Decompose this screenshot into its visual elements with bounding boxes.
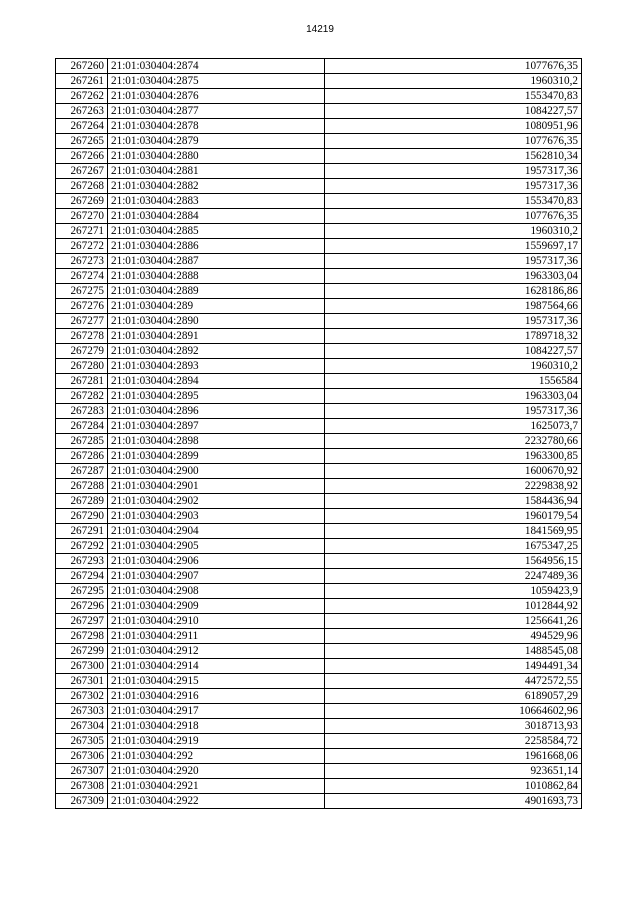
cadastral-number-cell: 21:01:030404:2908 <box>108 584 325 599</box>
table-row <box>56 554 582 569</box>
cadastral-value-cell: 6189057,29 <box>325 689 582 704</box>
row-number-cell: 267278 <box>56 329 108 344</box>
table-row <box>56 644 582 659</box>
cadastral-value-cell: 1562810,34 <box>325 149 582 164</box>
cadastral-value-cell: 1628186,86 <box>325 284 582 299</box>
row-number-cell: 267271 <box>56 224 108 239</box>
cadastral-number-cell: 21:01:030404:289 <box>108 299 325 314</box>
table-row <box>56 404 582 419</box>
table-row <box>56 479 582 494</box>
table-row <box>56 704 582 719</box>
table-row <box>56 149 582 164</box>
cadastral-value-cell: 1960310,2 <box>325 359 582 374</box>
row-number-cell: 267270 <box>56 209 108 224</box>
cadastral-number-cell: 21:01:030404:2892 <box>108 344 325 359</box>
table-row <box>56 104 582 119</box>
table-row <box>56 269 582 284</box>
cadastral-number-cell: 21:01:030404:2874 <box>108 59 325 74</box>
row-number-cell: 267288 <box>56 479 108 494</box>
cadastral-value-cell: 1494491,34 <box>325 659 582 674</box>
page-number: 14219 <box>306 24 334 35</box>
cadastral-value-cell: 1600670,92 <box>325 464 582 479</box>
table-row <box>56 494 582 509</box>
cadastral-value-cell: 1059423,9 <box>325 584 582 599</box>
cadastral-number-cell: 21:01:030404:2920 <box>108 764 325 779</box>
cadastral-number-cell: 21:01:030404:2910 <box>108 614 325 629</box>
cadastral-number-cell: 21:01:030404:2882 <box>108 179 325 194</box>
row-number-cell: 267282 <box>56 389 108 404</box>
cadastral-number-cell: 21:01:030404:2918 <box>108 719 325 734</box>
row-number-cell: 267299 <box>56 644 108 659</box>
table-row <box>56 179 582 194</box>
cadastral-number-cell: 21:01:030404:2914 <box>108 659 325 674</box>
table-row <box>56 749 582 764</box>
table-row <box>56 344 582 359</box>
cadastral-value-cell: 10664602,96 <box>325 704 582 719</box>
cadastral-value-cell: 1584436,94 <box>325 494 582 509</box>
row-number-cell: 267287 <box>56 464 108 479</box>
cadastral-value-cell: 1963303,04 <box>325 389 582 404</box>
cadastral-value-cell: 2258584,72 <box>325 734 582 749</box>
cadastral-value-cell: 3018713,93 <box>325 719 582 734</box>
cadastral-value-cell: 1987564,66 <box>325 299 582 314</box>
cadastral-value-cell: 1080951,96 <box>325 119 582 134</box>
row-number-cell: 267292 <box>56 539 108 554</box>
table-row <box>56 389 582 404</box>
row-number-cell: 267298 <box>56 629 108 644</box>
cadastral-value-cell: 2247489,36 <box>325 569 582 584</box>
cadastral-number-cell: 21:01:030404:2901 <box>108 479 325 494</box>
row-number-cell: 267274 <box>56 269 108 284</box>
cadastral-value-cell: 1556584 <box>325 374 582 389</box>
row-number-cell: 267306 <box>56 749 108 764</box>
table-row <box>56 329 582 344</box>
cadastral-number-cell: 21:01:030404:2898 <box>108 434 325 449</box>
cadastral-value-cell: 1957317,36 <box>325 404 582 419</box>
row-number-cell: 267266 <box>56 149 108 164</box>
table-row <box>56 539 582 554</box>
row-number-cell: 267277 <box>56 314 108 329</box>
row-number-cell: 267280 <box>56 359 108 374</box>
row-number-cell: 267289 <box>56 494 108 509</box>
row-number-cell: 267301 <box>56 674 108 689</box>
cadastral-number-cell: 21:01:030404:2880 <box>108 149 325 164</box>
registry-table <box>55 58 582 809</box>
row-number-cell: 267281 <box>56 374 108 389</box>
cadastral-number-cell: 21:01:030404:2894 <box>108 374 325 389</box>
row-number-cell: 267265 <box>56 134 108 149</box>
cadastral-number-cell: 21:01:030404:2916 <box>108 689 325 704</box>
row-number-cell: 267279 <box>56 344 108 359</box>
row-number-cell: 267303 <box>56 704 108 719</box>
row-number-cell: 267284 <box>56 419 108 434</box>
cadastral-number-cell: 21:01:030404:2891 <box>108 329 325 344</box>
cadastral-value-cell: 923651,14 <box>325 764 582 779</box>
table-row <box>56 89 582 104</box>
row-number-cell: 267264 <box>56 119 108 134</box>
table-row <box>56 314 582 329</box>
row-number-cell: 267291 <box>56 524 108 539</box>
cadastral-number-cell: 21:01:030404:2893 <box>108 359 325 374</box>
cadastral-value-cell: 1010862,84 <box>325 779 582 794</box>
cadastral-number-cell: 21:01:030404:2911 <box>108 629 325 644</box>
cadastral-value-cell: 1012844,92 <box>325 599 582 614</box>
table-row <box>56 569 582 584</box>
row-number-cell: 267260 <box>56 59 108 74</box>
cadastral-value-cell: 2229838,92 <box>325 479 582 494</box>
cadastral-number-cell: 21:01:030404:2895 <box>108 389 325 404</box>
table-row <box>56 734 582 749</box>
table-row <box>56 689 582 704</box>
cadastral-value-cell: 2232780,66 <box>325 434 582 449</box>
cadastral-number-cell: 21:01:030404:2896 <box>108 404 325 419</box>
cadastral-number-cell: 21:01:030404:2907 <box>108 569 325 584</box>
cadastral-number-cell: 21:01:030404:2922 <box>108 794 325 809</box>
cadastral-number-cell: 21:01:030404:2900 <box>108 464 325 479</box>
cadastral-number-cell: 21:01:030404:2876 <box>108 89 325 104</box>
cadastral-number-cell: 21:01:030404:2917 <box>108 704 325 719</box>
row-number-cell: 267307 <box>56 764 108 779</box>
row-number-cell: 267262 <box>56 89 108 104</box>
table-row <box>56 659 582 674</box>
table-row <box>56 584 582 599</box>
row-number-cell: 267268 <box>56 179 108 194</box>
cadastral-number-cell: 21:01:030404:2879 <box>108 134 325 149</box>
cadastral-value-cell: 1957317,36 <box>325 164 582 179</box>
row-number-cell: 267300 <box>56 659 108 674</box>
cadastral-value-cell: 494529,96 <box>325 629 582 644</box>
cadastral-number-cell: 21:01:030404:292 <box>108 749 325 764</box>
cadastral-number-cell: 21:01:030404:2919 <box>108 734 325 749</box>
row-number-cell: 267290 <box>56 509 108 524</box>
cadastral-value-cell: 1957317,36 <box>325 314 582 329</box>
row-number-cell: 267275 <box>56 284 108 299</box>
cadastral-value-cell: 4472572,55 <box>325 674 582 689</box>
row-number-cell: 267293 <box>56 554 108 569</box>
cadastral-value-cell: 1084227,57 <box>325 344 582 359</box>
registry-table-body <box>56 59 582 809</box>
cadastral-value-cell: 1553470,83 <box>325 89 582 104</box>
table-row <box>56 449 582 464</box>
row-number-cell: 267308 <box>56 779 108 794</box>
cadastral-value-cell: 1675347,25 <box>325 539 582 554</box>
cadastral-number-cell: 21:01:030404:2921 <box>108 779 325 794</box>
table-row <box>56 464 582 479</box>
cadastral-value-cell: 1957317,36 <box>325 179 582 194</box>
row-number-cell: 267295 <box>56 584 108 599</box>
cadastral-number-cell: 21:01:030404:2905 <box>108 539 325 554</box>
table-row <box>56 194 582 209</box>
cadastral-number-cell: 21:01:030404:2915 <box>108 674 325 689</box>
cadastral-value-cell: 1625073,7 <box>325 419 582 434</box>
table-row <box>56 419 582 434</box>
row-number-cell: 267272 <box>56 239 108 254</box>
row-number-cell: 267309 <box>56 794 108 809</box>
table-row <box>56 119 582 134</box>
table-row <box>56 794 582 809</box>
table-row <box>56 779 582 794</box>
row-number-cell: 267305 <box>56 734 108 749</box>
cadastral-number-cell: 21:01:030404:2886 <box>108 239 325 254</box>
cadastral-number-cell: 21:01:030404:2875 <box>108 74 325 89</box>
cadastral-number-cell: 21:01:030404:2906 <box>108 554 325 569</box>
row-number-cell: 267302 <box>56 689 108 704</box>
cadastral-value-cell: 1963300,85 <box>325 449 582 464</box>
cadastral-value-cell: 1960310,2 <box>325 224 582 239</box>
row-number-cell: 267283 <box>56 404 108 419</box>
table-row <box>56 254 582 269</box>
cadastral-value-cell: 1488545,08 <box>325 644 582 659</box>
table-row <box>56 359 582 374</box>
cadastral-number-cell: 21:01:030404:2899 <box>108 449 325 464</box>
table-row <box>56 629 582 644</box>
cadastral-value-cell: 1084227,57 <box>325 104 582 119</box>
row-number-cell: 267294 <box>56 569 108 584</box>
table-row <box>56 524 582 539</box>
cadastral-value-cell: 4901693,73 <box>325 794 582 809</box>
table-row <box>56 224 582 239</box>
cadastral-value-cell: 1961668,06 <box>325 749 582 764</box>
row-number-cell: 267296 <box>56 599 108 614</box>
table-row <box>56 164 582 179</box>
cadastral-value-cell: 1960310,2 <box>325 74 582 89</box>
cadastral-number-cell: 21:01:030404:2885 <box>108 224 325 239</box>
cadastral-number-cell: 21:01:030404:2877 <box>108 104 325 119</box>
cadastral-value-cell: 1077676,35 <box>325 134 582 149</box>
table-row <box>56 599 582 614</box>
row-number-cell: 267304 <box>56 719 108 734</box>
cadastral-value-cell: 1564956,15 <box>325 554 582 569</box>
cadastral-number-cell: 21:01:030404:2904 <box>108 524 325 539</box>
cadastral-value-cell: 1559697,17 <box>325 239 582 254</box>
row-number-cell: 267263 <box>56 104 108 119</box>
cadastral-value-cell: 1963303,04 <box>325 269 582 284</box>
table-row <box>56 719 582 734</box>
cadastral-value-cell: 1960179,54 <box>325 509 582 524</box>
cadastral-number-cell: 21:01:030404:2903 <box>108 509 325 524</box>
table-row <box>56 284 582 299</box>
table-row <box>56 674 582 689</box>
row-number-cell: 267273 <box>56 254 108 269</box>
table-row <box>56 764 582 779</box>
cadastral-number-cell: 21:01:030404:2889 <box>108 284 325 299</box>
cadastral-number-cell: 21:01:030404:2881 <box>108 164 325 179</box>
cadastral-number-cell: 21:01:030404:2878 <box>108 119 325 134</box>
table-row <box>56 374 582 389</box>
cadastral-number-cell: 21:01:030404:2883 <box>108 194 325 209</box>
table-row <box>56 239 582 254</box>
cadastral-number-cell: 21:01:030404:2902 <box>108 494 325 509</box>
row-number-cell: 267267 <box>56 164 108 179</box>
cadastral-value-cell: 1553470,83 <box>325 194 582 209</box>
cadastral-number-cell: 21:01:030404:2909 <box>108 599 325 614</box>
cadastral-number-cell: 21:01:030404:2912 <box>108 644 325 659</box>
row-number-cell: 267286 <box>56 449 108 464</box>
cadastral-value-cell: 1841569,95 <box>325 524 582 539</box>
table-row <box>56 74 582 89</box>
cadastral-value-cell: 1789718,32 <box>325 329 582 344</box>
cadastral-number-cell: 21:01:030404:2888 <box>108 269 325 284</box>
row-number-cell: 267261 <box>56 74 108 89</box>
table-row <box>56 299 582 314</box>
table-row <box>56 209 582 224</box>
row-number-cell: 267297 <box>56 614 108 629</box>
cadastral-value-cell: 1957317,36 <box>325 254 582 269</box>
row-number-cell: 267269 <box>56 194 108 209</box>
cadastral-number-cell: 21:01:030404:2887 <box>108 254 325 269</box>
table-row <box>56 509 582 524</box>
cadastral-number-cell: 21:01:030404:2890 <box>108 314 325 329</box>
row-number-cell: 267285 <box>56 434 108 449</box>
table-row <box>56 134 582 149</box>
cadastral-value-cell: 1256641,26 <box>325 614 582 629</box>
cadastral-number-cell: 21:01:030404:2884 <box>108 209 325 224</box>
row-number-cell: 267276 <box>56 299 108 314</box>
table-row <box>56 614 582 629</box>
cadastral-value-cell: 1077676,35 <box>325 209 582 224</box>
cadastral-value-cell: 1077676,35 <box>325 59 582 74</box>
table-row <box>56 434 582 449</box>
cadastral-number-cell: 21:01:030404:2897 <box>108 419 325 434</box>
table-row <box>56 59 582 74</box>
